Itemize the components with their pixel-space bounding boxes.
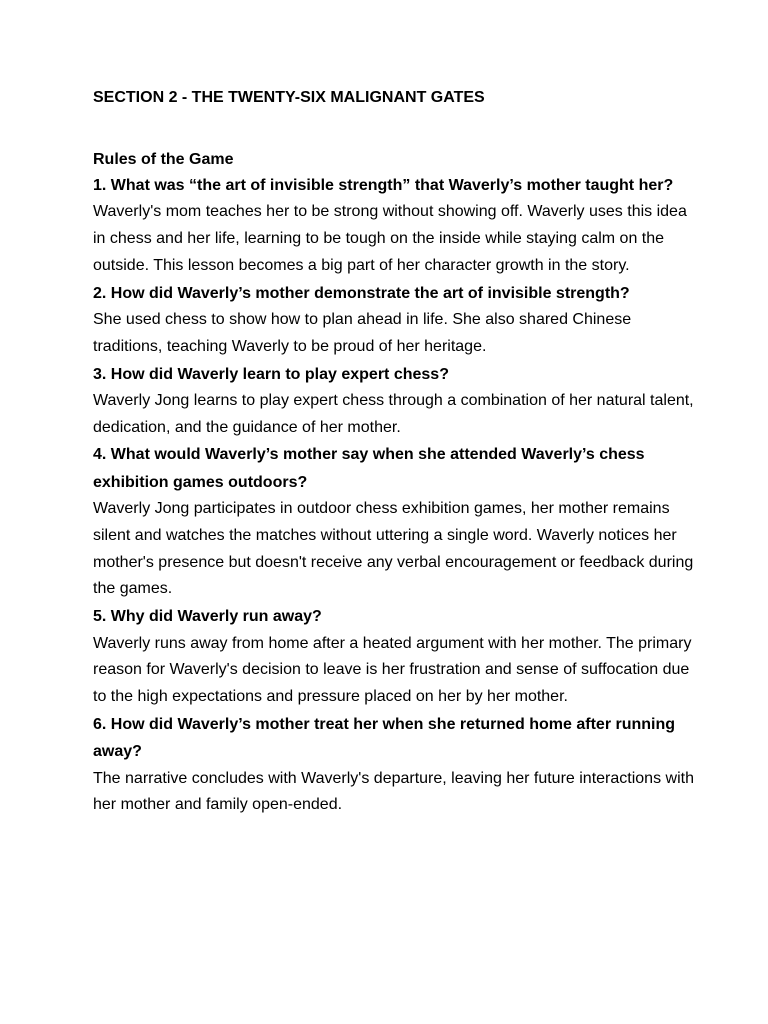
answer-3: Waverly Jong learns to play expert chess through a combination of her natural talent, dedication, and the guidance of her mother. <box>93 391 694 436</box>
qa-item-2 <box>93 280 703 361</box>
document-page <box>93 86 703 819</box>
question-1: 1. What was “the art of invisible strength” that Waverly’s mother taught her? <box>93 177 674 194</box>
qa-item-5 <box>93 603 703 711</box>
qa-item-6 <box>93 711 703 819</box>
answer-4: Waverly Jong participates in outdoor chess exhibition games, her mother remains silent and watches the matches without uttering a single word. Waverly notices her mother's presence but doesn't receive any verbal encouragement or feedback during the games. <box>93 500 694 598</box>
question-6: 6. How did Waverly’s mother treat her when she returned home after running away? <box>93 715 676 761</box>
answer-1: Waverly's mom teaches her to be strong without showing off. Waverly uses this idea in chess and her life, learning to be tough on the inside while staying calm on the outside. This lesson becomes a big part of her character growth in the story. <box>93 203 687 274</box>
chapter-subheading: Rules of the Game <box>93 151 234 168</box>
answer-5: Waverly runs away from home after a heated argument with her mother. The primary reason for Waverly's decision to leave is her frustration and sense of suffocation due to the high expectations and pressure placed on her by her mother. <box>93 634 692 706</box>
question-3: 3. How did Waverly learn to play expert chess? <box>93 365 449 383</box>
section-title: SECTION 2 - THE TWENTY-SIX MALIGNANT GATES <box>93 89 485 106</box>
question-2: 2. How did Waverly’s mother demonstrate the art of invisible strength? <box>93 284 630 302</box>
question-5: 5. Why did Waverly run away? <box>93 608 322 626</box>
qa-item-1 <box>93 172 703 280</box>
answer-6: The narrative concludes with Waverly's departure, leaving her future interactions with her mother and family open-ended. <box>93 769 694 814</box>
question-4: 4. What would Waverly’s mother say when she attended Waverly’s chess exhibition games outdoors? <box>93 446 645 491</box>
qa-item-3 <box>93 361 703 442</box>
answer-2: She used chess to show how to plan ahead in life. She also shared Chinese traditions, teaching Waverly to be proud of her heritage. <box>93 310 632 355</box>
qa-item-4 <box>93 441 703 603</box>
